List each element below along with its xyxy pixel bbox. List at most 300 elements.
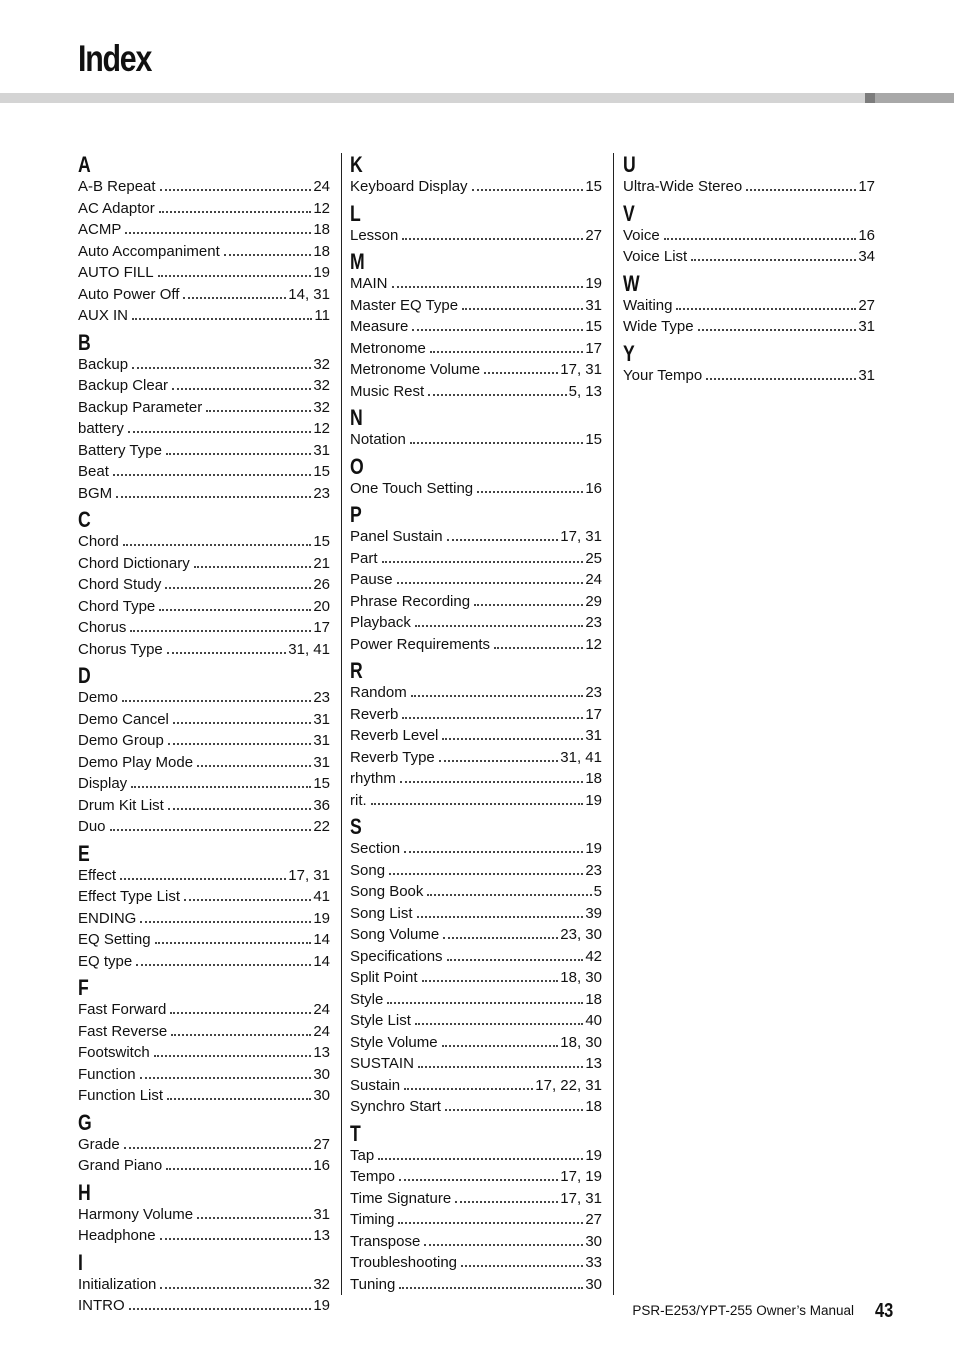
index-entry bbox=[623, 245, 875, 267]
entry-term: AUX IN bbox=[78, 307, 129, 324]
dot-leader bbox=[132, 353, 311, 369]
index-entry bbox=[350, 880, 602, 902]
index-entry bbox=[78, 950, 330, 972]
index-entry bbox=[350, 724, 602, 746]
index-entry bbox=[350, 1031, 602, 1053]
index-entry bbox=[623, 315, 875, 337]
entry-term: Chorus Type bbox=[78, 640, 163, 658]
entry-page: 18, 30 bbox=[560, 1033, 602, 1051]
entry-term: SUSTAIN bbox=[350, 1055, 414, 1072]
entry-term: BGM bbox=[78, 484, 113, 502]
entry-term: Reverb Type bbox=[350, 748, 435, 766]
entry-page: 23 bbox=[585, 684, 602, 701]
entry-term: Waiting bbox=[623, 296, 673, 314]
entry-page: 17, 31 bbox=[560, 528, 602, 545]
dot-leader bbox=[155, 928, 312, 944]
dot-leader bbox=[706, 364, 856, 380]
dot-leader bbox=[424, 1230, 583, 1246]
entry-term: Demo Cancel bbox=[78, 710, 169, 728]
entry-page: 31 bbox=[858, 318, 875, 335]
dot-leader bbox=[183, 283, 286, 299]
index-entry bbox=[78, 439, 330, 461]
dot-leader bbox=[378, 1144, 583, 1160]
dot-leader bbox=[125, 218, 311, 234]
entry-page: 27 bbox=[313, 1135, 330, 1153]
entry-term: Song Book bbox=[350, 883, 424, 900]
index-entry bbox=[350, 1074, 602, 1096]
dot-leader bbox=[428, 380, 566, 396]
index-entry bbox=[78, 240, 330, 262]
entry-page: 16 bbox=[313, 1157, 330, 1174]
index-entry bbox=[350, 681, 602, 703]
entry-term: Drum Kit List bbox=[78, 796, 164, 814]
entry-term: Function List bbox=[78, 1087, 164, 1104]
index-section bbox=[350, 659, 602, 810]
dot-leader bbox=[664, 224, 857, 240]
dot-leader bbox=[171, 1020, 311, 1036]
dot-leader bbox=[389, 859, 583, 875]
index-entry bbox=[350, 525, 602, 547]
index-section bbox=[78, 1181, 330, 1246]
dot-leader bbox=[129, 1294, 312, 1310]
entry-term: Chord Type bbox=[78, 597, 156, 615]
entry-page: 27 bbox=[585, 1211, 602, 1228]
entry-page: 31 bbox=[313, 732, 330, 749]
entry-term: Synchro Start bbox=[350, 1098, 441, 1115]
entry-page: 23, 30 bbox=[560, 926, 602, 943]
entry-page: 23 bbox=[313, 689, 330, 706]
entry-term: Reverb Level bbox=[350, 727, 439, 744]
entry-page: 17, 19 bbox=[560, 1168, 602, 1185]
entry-term: Harmony Volume bbox=[78, 1205, 194, 1223]
index-section bbox=[78, 1251, 330, 1316]
index-section bbox=[350, 815, 602, 1117]
index-section bbox=[623, 153, 875, 197]
entry-page: 19 bbox=[313, 909, 330, 927]
entry-page: 33 bbox=[585, 1254, 602, 1271]
entry-page: 19 bbox=[585, 791, 602, 809]
entry-page: 32 bbox=[313, 355, 330, 373]
dot-leader bbox=[402, 703, 583, 719]
index-entry bbox=[350, 358, 602, 380]
index-entry bbox=[78, 197, 330, 219]
index-entry bbox=[78, 261, 330, 283]
dot-leader bbox=[439, 746, 559, 762]
entry-page: 19 bbox=[585, 1146, 602, 1164]
dot-leader bbox=[402, 224, 583, 240]
index-section bbox=[78, 331, 330, 504]
entry-term: Playback bbox=[350, 614, 411, 631]
entry-page: 25 bbox=[585, 549, 602, 567]
entry-page: 39 bbox=[585, 904, 602, 922]
dot-leader bbox=[167, 1084, 311, 1100]
index-entry bbox=[78, 595, 330, 617]
index-entry bbox=[78, 1154, 330, 1176]
index-entry bbox=[78, 1203, 330, 1225]
index-entry bbox=[78, 885, 330, 907]
dot-leader bbox=[477, 477, 583, 493]
index-section bbox=[78, 153, 330, 326]
entry-page: 15 bbox=[585, 178, 602, 195]
entry-term: Footswitch bbox=[78, 1044, 150, 1061]
dot-leader bbox=[159, 197, 312, 213]
index-entry bbox=[78, 616, 330, 638]
index-entry bbox=[350, 547, 602, 569]
index-entry bbox=[350, 315, 602, 337]
index-entry bbox=[78, 928, 330, 950]
dot-leader bbox=[140, 1063, 312, 1079]
entry-term: Fast Reverse bbox=[78, 1022, 168, 1040]
entry-page: 27 bbox=[585, 226, 602, 244]
entry-term: Display bbox=[78, 775, 128, 792]
entry-page: 30 bbox=[585, 1275, 602, 1293]
entry-page: 19 bbox=[313, 264, 330, 281]
index-entry bbox=[78, 353, 330, 375]
entry-term: Style List bbox=[350, 1012, 411, 1029]
entry-page: 22 bbox=[313, 818, 330, 835]
entry-term: Demo Play Mode bbox=[78, 753, 194, 771]
page-number: 43 bbox=[875, 1300, 894, 1322]
index-entry bbox=[78, 1063, 330, 1085]
entry-page: 17, 31 bbox=[288, 866, 330, 884]
index-entry bbox=[78, 1224, 330, 1246]
entry-term: Wide Type bbox=[623, 318, 694, 335]
index-entry bbox=[350, 1165, 602, 1187]
dot-leader bbox=[172, 374, 311, 390]
entry-page: 14 bbox=[313, 952, 330, 970]
entry-page: 17 bbox=[858, 178, 875, 195]
entry-page: 23 bbox=[585, 861, 602, 879]
entry-term: Song Volume bbox=[350, 926, 440, 943]
dot-leader bbox=[387, 988, 583, 1004]
entry-page: 31, 41 bbox=[288, 640, 330, 658]
entry-term: Headphone bbox=[78, 1227, 156, 1244]
manual-name: PSR-E253/YPT-255 Owner’s Manual bbox=[632, 1303, 854, 1318]
section-letter: D bbox=[78, 663, 91, 688]
dot-leader bbox=[165, 573, 311, 589]
entry-page: 18 bbox=[585, 770, 602, 787]
index-entry bbox=[350, 767, 602, 789]
dot-leader bbox=[116, 482, 311, 498]
entry-page: 31 bbox=[585, 296, 602, 314]
index-entry bbox=[623, 175, 875, 197]
dot-leader bbox=[110, 815, 312, 831]
entry-term: Measure bbox=[350, 318, 409, 335]
index-entry bbox=[350, 1230, 602, 1252]
entry-term: AUTO FILL bbox=[78, 264, 154, 281]
index-entry bbox=[350, 1095, 602, 1117]
index-entry bbox=[350, 1251, 602, 1273]
entry-page: 17 bbox=[313, 619, 330, 636]
dot-leader bbox=[173, 708, 311, 724]
index-entry bbox=[350, 789, 602, 811]
entry-page: 17 bbox=[585, 705, 602, 723]
section-letter: I bbox=[78, 1249, 83, 1275]
entry-term: A-B Repeat bbox=[78, 178, 156, 195]
entry-term: Auto Accompaniment bbox=[78, 242, 220, 260]
entry-term: Metronome Volume bbox=[350, 361, 481, 378]
entry-page: 5, 13 bbox=[568, 382, 602, 400]
entry-term: Chord bbox=[78, 533, 119, 550]
index-entry bbox=[78, 482, 330, 504]
entry-page: 31 bbox=[313, 710, 330, 728]
entry-term: Music Rest bbox=[350, 382, 425, 400]
entry-term: EQ type bbox=[78, 952, 133, 970]
entry-term: Part bbox=[350, 549, 378, 567]
dot-leader bbox=[462, 294, 583, 310]
entry-term: Your Tempo bbox=[623, 366, 703, 384]
header-rule-marker bbox=[865, 93, 875, 103]
index-entry bbox=[350, 294, 602, 316]
entry-term: Tuning bbox=[350, 1275, 396, 1293]
entry-term: Master EQ Type bbox=[350, 296, 459, 314]
section-letter: K bbox=[350, 152, 363, 177]
section-letter: S bbox=[350, 814, 362, 839]
entry-page: 14 bbox=[313, 931, 330, 948]
index-entry bbox=[78, 374, 330, 396]
entry-page: 19 bbox=[313, 1297, 330, 1314]
index-section bbox=[78, 976, 330, 1106]
dot-leader bbox=[194, 552, 312, 568]
index-entry bbox=[350, 224, 602, 246]
dot-leader bbox=[447, 945, 584, 961]
dot-leader bbox=[691, 245, 856, 261]
index-entry bbox=[623, 224, 875, 246]
entry-page: 41 bbox=[313, 888, 330, 905]
page-title: Index bbox=[78, 38, 152, 79]
index-section bbox=[350, 503, 602, 654]
header-rule bbox=[0, 93, 954, 103]
entry-term: Initialization bbox=[78, 1275, 157, 1293]
entry-term: One Touch Setting bbox=[350, 479, 474, 497]
index-section bbox=[78, 508, 330, 659]
index-entry bbox=[350, 633, 602, 655]
index-entry bbox=[350, 1009, 602, 1031]
entry-term: INTRO bbox=[78, 1297, 125, 1314]
dot-leader bbox=[128, 417, 311, 433]
entry-page: 16 bbox=[585, 479, 602, 497]
section-letter: E bbox=[78, 840, 90, 866]
index-entry bbox=[78, 175, 330, 197]
entry-term: Chord Dictionary bbox=[78, 554, 190, 572]
entry-term: MAIN bbox=[350, 275, 388, 292]
dot-leader bbox=[170, 998, 311, 1014]
dot-leader bbox=[472, 175, 584, 191]
entry-page: 29 bbox=[585, 592, 602, 610]
index-entry bbox=[78, 686, 330, 708]
dot-leader bbox=[167, 638, 287, 654]
entry-page: 15 bbox=[313, 533, 330, 550]
entry-term: Demo Group bbox=[78, 732, 164, 749]
index-entry bbox=[350, 477, 602, 499]
entry-term: Pause bbox=[350, 571, 393, 588]
index-entry bbox=[350, 966, 602, 988]
dot-leader bbox=[168, 794, 311, 810]
section-letter: L bbox=[350, 200, 361, 226]
entry-page: 13 bbox=[585, 1055, 602, 1072]
section-letter: F bbox=[78, 975, 89, 1000]
dot-leader bbox=[132, 304, 312, 320]
dot-leader bbox=[411, 681, 584, 697]
index-entry bbox=[350, 1052, 602, 1074]
entry-page: 17, 31 bbox=[560, 361, 602, 378]
entry-term: Chord Study bbox=[78, 576, 162, 593]
dot-leader bbox=[447, 525, 559, 541]
entry-term: Troubleshooting bbox=[350, 1254, 458, 1271]
index-entry bbox=[350, 746, 602, 768]
entry-term: ENDING bbox=[78, 909, 137, 927]
index-entry bbox=[350, 902, 602, 924]
entry-term: Grand Piano bbox=[78, 1157, 163, 1174]
entry-page: 13 bbox=[313, 1227, 330, 1244]
index-entry bbox=[350, 988, 602, 1010]
entry-term: Song List bbox=[350, 904, 413, 922]
dot-leader bbox=[371, 789, 584, 805]
entry-term: Effect bbox=[78, 866, 117, 884]
index-section bbox=[350, 406, 602, 450]
entry-term: Power Requirements bbox=[350, 635, 491, 653]
dot-leader bbox=[445, 1095, 583, 1111]
dot-leader bbox=[136, 950, 311, 966]
entry-page: 19 bbox=[585, 275, 602, 292]
entry-page: 30 bbox=[313, 1065, 330, 1083]
index-entry bbox=[78, 396, 330, 418]
entry-term: EQ Setting bbox=[78, 931, 151, 948]
index-entry bbox=[350, 703, 602, 725]
dot-leader bbox=[124, 1133, 312, 1149]
index-section bbox=[350, 1122, 602, 1295]
dot-leader bbox=[415, 1009, 583, 1025]
index-entry bbox=[350, 611, 602, 633]
entry-page: 13 bbox=[313, 1044, 330, 1061]
dot-leader bbox=[746, 175, 856, 191]
entry-page: 18 bbox=[313, 242, 330, 260]
entry-term: Section bbox=[350, 840, 401, 857]
dot-leader bbox=[418, 1052, 583, 1068]
entry-page: 5 bbox=[593, 883, 602, 900]
dot-leader bbox=[410, 428, 583, 444]
entry-page: 24 bbox=[313, 1001, 330, 1018]
dot-leader bbox=[113, 460, 311, 476]
entry-page: 32 bbox=[313, 398, 330, 416]
entry-page: 31 bbox=[585, 727, 602, 744]
entry-page: 17, 22, 31 bbox=[535, 1076, 602, 1094]
entry-page: 34 bbox=[858, 248, 875, 265]
entry-term: Split Point bbox=[350, 969, 418, 986]
entry-page: 31 bbox=[858, 366, 875, 384]
index-entry bbox=[350, 1187, 602, 1209]
header-rule-end bbox=[875, 93, 954, 103]
entry-term: Notation bbox=[350, 431, 406, 448]
index-entry bbox=[350, 945, 602, 967]
entry-page: 18, 30 bbox=[560, 969, 602, 986]
index-entry bbox=[78, 751, 330, 773]
index-entry bbox=[623, 364, 875, 386]
dot-leader bbox=[442, 724, 583, 740]
entry-page: 18 bbox=[585, 1098, 602, 1115]
index-entry bbox=[350, 380, 602, 402]
index-entry bbox=[78, 304, 330, 326]
entry-page: 42 bbox=[585, 947, 602, 965]
entry-term: Specifications bbox=[350, 947, 443, 965]
dot-leader bbox=[404, 837, 583, 853]
index-entry bbox=[78, 864, 330, 886]
index-section bbox=[78, 1111, 330, 1176]
entry-term: Style Volume bbox=[350, 1033, 438, 1051]
entry-page: 15 bbox=[585, 318, 602, 335]
index-entry bbox=[350, 923, 602, 945]
index-entry bbox=[350, 337, 602, 359]
entry-page: 17, 31 bbox=[560, 1189, 602, 1207]
entry-term: Grade bbox=[78, 1135, 120, 1153]
index-entry bbox=[78, 417, 330, 439]
entry-term: Voice List bbox=[623, 248, 688, 265]
section-letter: R bbox=[350, 658, 363, 683]
index-section bbox=[623, 202, 875, 267]
index-section bbox=[350, 455, 602, 499]
entry-term: Random bbox=[350, 684, 407, 701]
entry-page: 12 bbox=[313, 199, 330, 217]
dot-leader bbox=[397, 568, 584, 584]
dot-leader bbox=[494, 633, 583, 649]
entry-page: 31 bbox=[313, 753, 330, 771]
section-letter: B bbox=[78, 329, 91, 355]
index-entry bbox=[350, 1144, 602, 1166]
entry-page: 11 bbox=[314, 307, 330, 324]
dot-leader bbox=[398, 1208, 583, 1224]
dot-leader bbox=[166, 1154, 311, 1170]
entry-term: Function bbox=[78, 1065, 136, 1083]
entry-page: 24 bbox=[585, 571, 602, 588]
index-entry bbox=[78, 1041, 330, 1063]
dot-leader bbox=[224, 240, 312, 256]
dot-leader bbox=[120, 864, 286, 880]
dot-leader bbox=[461, 1251, 583, 1267]
dot-leader bbox=[206, 396, 311, 412]
entry-term: Time Signature bbox=[350, 1189, 452, 1207]
index-entry bbox=[78, 708, 330, 730]
entry-term: Timing bbox=[350, 1211, 395, 1228]
index-entry bbox=[350, 272, 602, 294]
index-entry bbox=[78, 1084, 330, 1106]
index-entry bbox=[78, 552, 330, 574]
entry-page: 20 bbox=[313, 597, 330, 615]
index-entry bbox=[78, 998, 330, 1020]
entry-term: Demo bbox=[78, 689, 119, 706]
entry-term: Backup Clear bbox=[78, 377, 169, 394]
index-entry bbox=[78, 530, 330, 552]
entry-page: 30 bbox=[313, 1087, 330, 1104]
entry-page: 15 bbox=[313, 463, 330, 480]
entry-page: 12 bbox=[313, 420, 330, 437]
entry-term: Fast Forward bbox=[78, 1001, 167, 1018]
dot-leader bbox=[197, 751, 311, 767]
index-entry bbox=[350, 859, 602, 881]
entry-page: 23 bbox=[313, 484, 330, 502]
dot-leader bbox=[168, 729, 311, 745]
dot-leader bbox=[399, 1165, 558, 1181]
entry-page: 40 bbox=[585, 1012, 602, 1029]
dot-leader bbox=[404, 1074, 533, 1090]
section-letter: V bbox=[623, 200, 635, 226]
entry-term: Battery Type bbox=[78, 441, 162, 459]
entry-term: Ultra-Wide Stereo bbox=[623, 178, 743, 195]
dot-leader bbox=[158, 261, 312, 277]
dot-leader bbox=[131, 772, 311, 788]
dot-leader bbox=[197, 1203, 311, 1219]
index-entry bbox=[78, 772, 330, 794]
index-entry bbox=[78, 729, 330, 751]
